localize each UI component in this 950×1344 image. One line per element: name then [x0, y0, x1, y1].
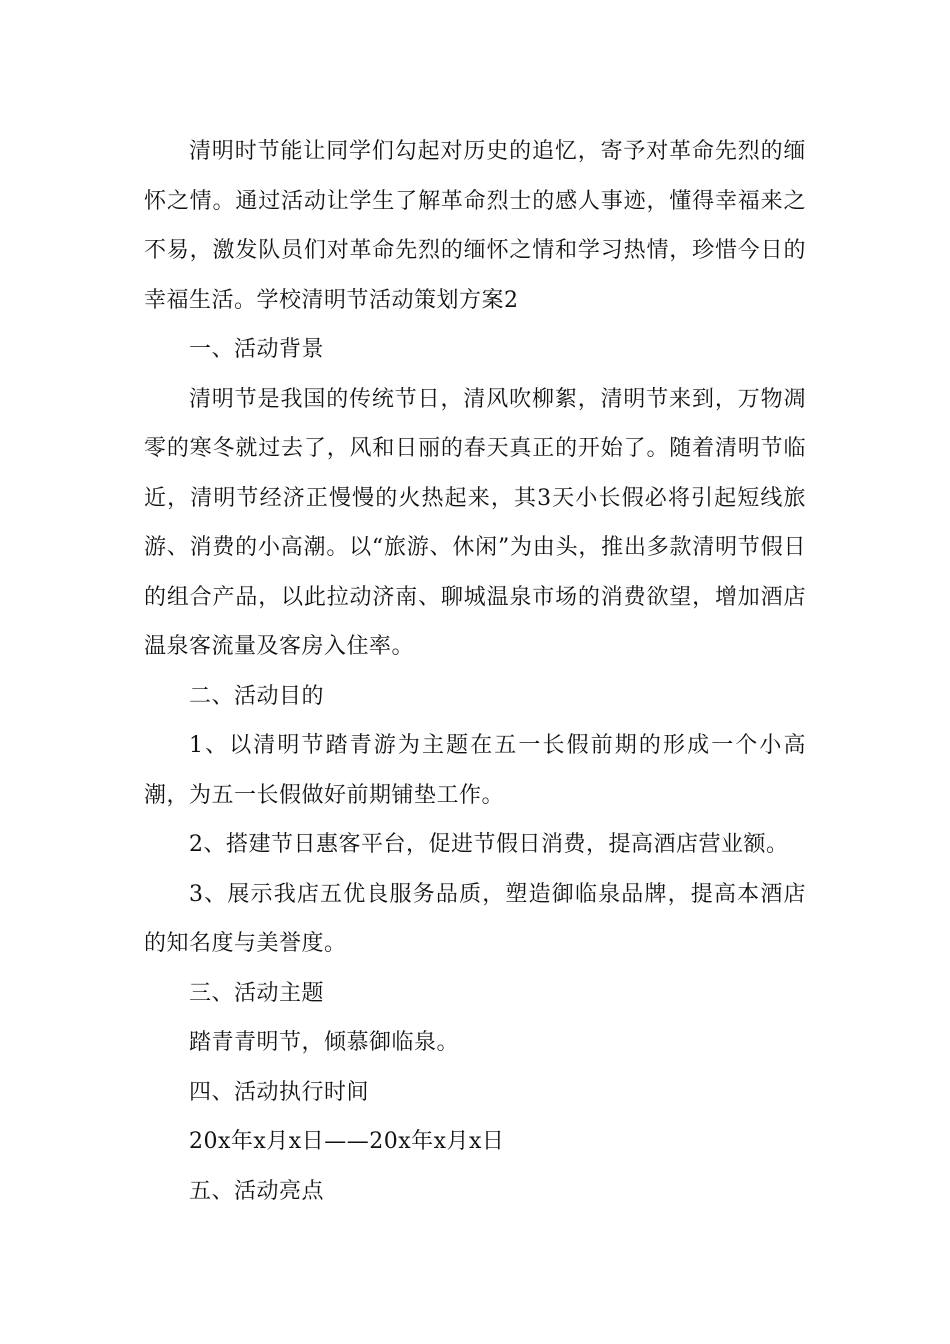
- section-heading-highlights: 五、活动亮点: [189, 1178, 325, 1204]
- section-heading-background: 一、活动背景: [189, 337, 325, 362]
- theme-paragraph: 踏青青明节，倾慕御临泉。: [189, 1030, 460, 1055]
- intro-paragraph: 清明时节能让同学们勾起对历史的追忆，寄予对革命先烈的缅怀之情。通过活动让学生了解革命烈士的感人事迹，懂得幸福来之不易，激发队员们对革命先烈的缅怀之情和学习热情，珍惜今日的幸福生活。学校清明节活动策划方案2: [144, 139, 806, 313]
- section-heading-schedule: 四、活动执行时间: [189, 1079, 370, 1105]
- section-heading-purpose: 二、活动目的: [189, 683, 325, 709]
- purpose-item-3: 3、展示我店五优良服务品质，塑造御临泉品牌，提高本酒店的知名度与美誉度。: [144, 881, 806, 956]
- purpose-item-2: 2、搭建节日惠客平台，促进节假日消费，提高酒店营业额。: [189, 832, 789, 857]
- schedule-paragraph: 20x年x月x日——20x年x月x日: [189, 1129, 505, 1154]
- purpose-item-1: 1、以清明节踏青游为主题在五一长假前期的形成一个小高潮，为五一长假做好前期铺垫工作。: [144, 733, 806, 808]
- document-body: [144, 127, 806, 1216]
- section-heading-theme: 三、活动主题: [189, 980, 325, 1006]
- background-paragraph: 清明节是我国的传统节日，清风吹柳絮，清明节来到，万物凋零的寒冬就过去了，风和日丽的春天真正的开始了。随着清明节临近，清明节经济正慢慢的火热起来，其3天小长假必将引起短线旅游、消费的小高潮。以“旅游、休闲”为由头，推出多款清明节假日的组合产品，以此拉动济南、聊城温泉市场的消费欲望，增加酒店温泉客流量及客房入住率。: [144, 386, 806, 659]
